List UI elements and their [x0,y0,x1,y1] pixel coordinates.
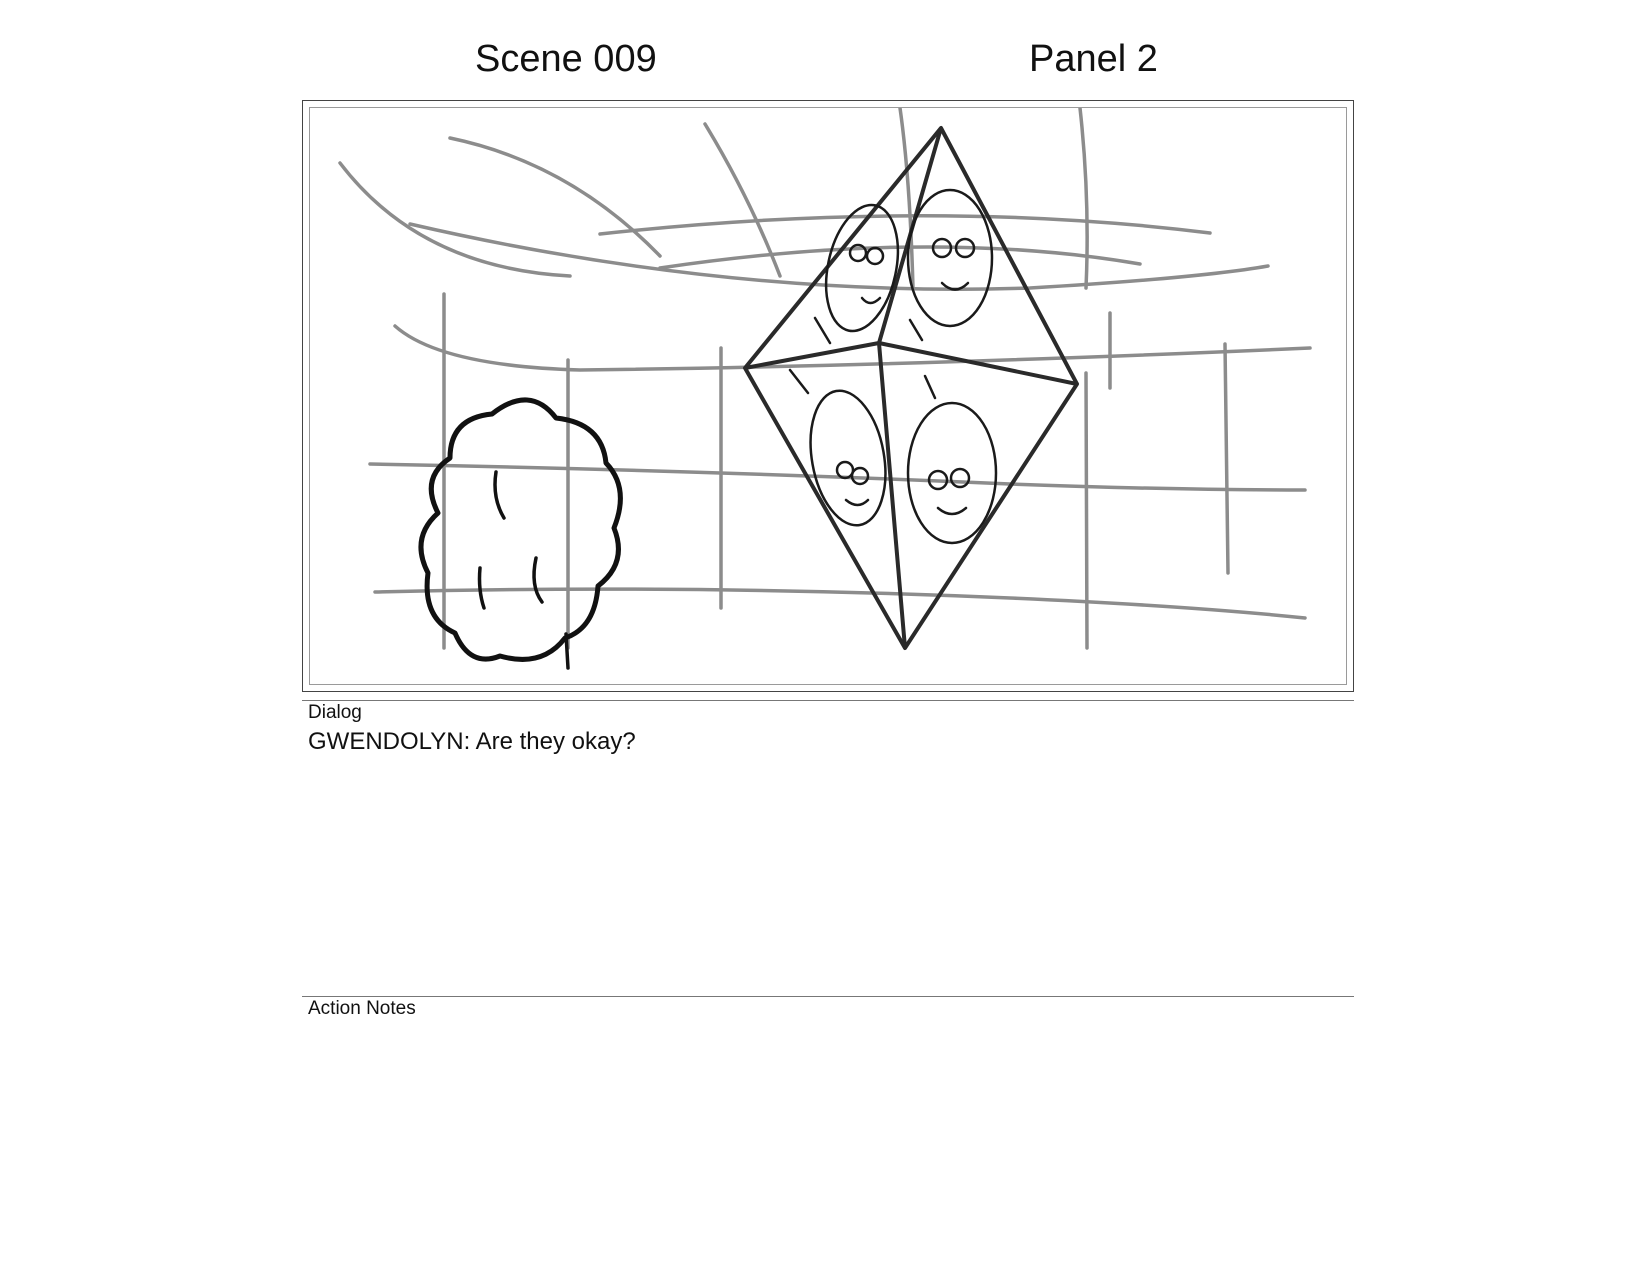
bush-sketch [421,400,620,668]
background-sketch-lines [340,108,1310,648]
storyboard-panel-frame [302,100,1354,692]
action-notes-label: Action Notes [308,998,416,1019]
panel-title: Panel 2 [1029,38,1158,80]
dialog-divider [302,700,1354,701]
action-notes-divider [302,996,1354,997]
dialog-label: Dialog [308,702,362,723]
storyboard-panel-image [309,107,1347,685]
dialog-text: GWENDOLYN: Are they okay? [308,728,636,755]
scene-title: Scene 009 [475,38,657,80]
panel-sketch [310,108,1346,684]
